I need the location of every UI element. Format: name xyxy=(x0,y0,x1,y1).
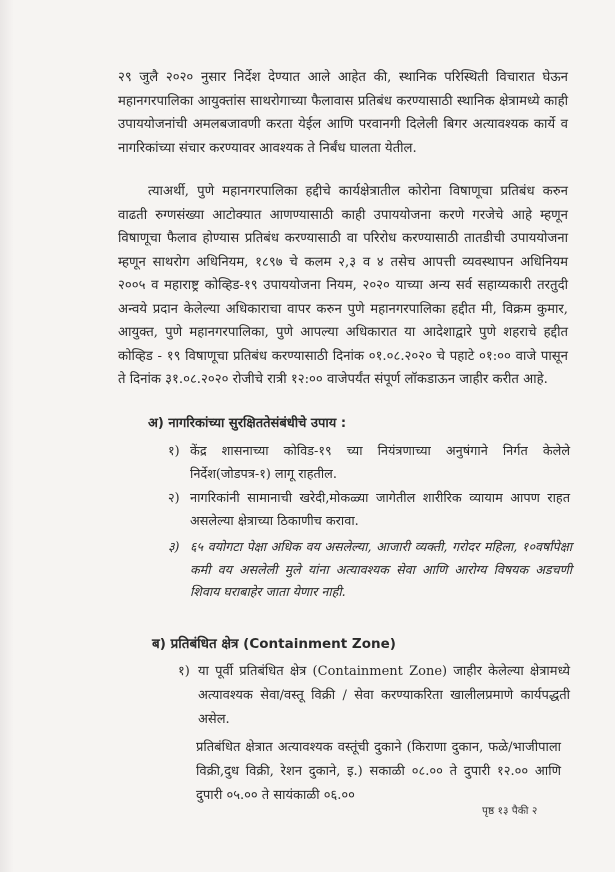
list-item-number: १) xyxy=(178,664,190,679)
paragraph-order: त्याअर्थी, पुणे महानगरपालिका हद्दीचे कार्यक्षेत्रातील कोरोना विषाणूचा प्रतिबंध करुन वाढती रुग्णसंख्या आटोक्यात आणण्यासाठी काही उपाययोजना करणे गरजेचे आहे म्हणून विषाणूचा फैलाव होण्यास प्रतिबंध करण्यासाठी वा परिरोध करण्यासाठी तातडीची उपाययोजना म्हणून साथरोग अधिनियम, १८९७ चे कलम २,३ व ४ तसेच आपत्ती व्यवस्थापन अधिनियम २००५ व महाराष्ट्र कोव्हिड-१९ उपाययोजना नियम, २०२० याच्या अन्य सर्व सहाय्यकारी तरतुदी अन्वये प्रदान केलेल्या अधिकाराचा वापर करुन पुणे महानगरपालिका हद्दीत मी, विक्रम कुमार, आयुक्त, पुणे महानगरपालिका, पुणे आपल्या अधिकारात या आदेशाद्वारे पुणे शहराचे हद्दीत कोव्हिड - १९ विषाणूचा प्रतिबंध करण्यासाठी दिनांक ०१.०८.२०२० चे पहाटे ०१:०० वाजे पासून ते दिनांक ३१.०८.२०२० रोजीचे रात्री १२:०० वाजेपर्यंत संपूर्ण लॉकडाऊन जाहीर करीत आहे. xyxy=(118,184,568,387)
list-item-number: २) xyxy=(168,491,180,506)
page-number: पृष्ठ १३ पैकी २ xyxy=(482,805,538,817)
list-item-text: नागरिकांनी सामानाची खरेदी,मोकळ्या जागेतील शारीरिक व्यायाम आपण राहत असलेल्या क्षेत्राच्या ठिकाणीच करावा. xyxy=(190,491,570,529)
list-item-text: या पूर्वी प्रतिबंधित क्षेत्र (Containment Zone) जाहीर केलेल्या क्षेत्रामध्ये अत्यावश्यक सेवा/वस्तू विक्री / सेवा करण्याकरिता खालीलप्रमाणे कार्यपद्धती असेल. xyxy=(198,664,570,727)
list-item-text: केंद्र शासनाच्या कोविड-१९ च्या नियंत्रणाच्या अनुषंगाने निर्गत केलेले निर्देश(जोडपत्र-१) लागू राहतील. xyxy=(190,444,570,482)
section-b-heading: ब) प्रतिबंधित क्षेत्र (Containment Zone) xyxy=(152,636,396,652)
list-item-text: ६५ वयोगटा पेक्षा अधिक वय असलेल्या, आजारी व्यक्ती, गरोदर महिला, १०वर्षांपेक्षा कमी वय असलेली मुले यांना अत्यावश्यक सेवा आणि आरोग्य विषयक अडचणी शिवाय घराबाहेर जाता येणार नाही. xyxy=(190,539,572,599)
list-item-number: १) xyxy=(168,444,180,459)
paragraph-intro: २९ जुलै २०२० नुसार निर्देश देण्यात आले आहेत की, स्थानिक परिस्थिती विचारात घेऊन महानगरपालिका आयुक्तांस साथरोगाच्या फैलावास प्रतिबंध करण्यासाठी स्थानिक क्षेत्रामध्ये काही उपाययोजनांची अमलबजावणी करता येईल आणि परवानगी दिलेली बिगर अत्यावश्यक कार्ये व नागरिकांच्या संचार करण्यावर आवश्यक ते निर्बंध घालता येतील. xyxy=(118,70,568,156)
section-a-heading: अ) नागरिकांच्या सुरक्षिततेसंबंधीचे उपाय : xyxy=(148,416,347,431)
containment-shop-hours-paragraph: प्रतिबंधित क्षेत्रात अत्यावश्यक वस्तूंची दुकाने (किराणा दुकान, फळे/भाजीपाला विक्री,दुध विक्री, रेशन दुकाने, इ.) सकाळी ०८.०० ते दुपारी १२.०० आणि दुपारी ०५.०० ते सायंकाळी ०६.०० xyxy=(196,740,561,803)
list-item-number: ३) xyxy=(168,539,180,554)
